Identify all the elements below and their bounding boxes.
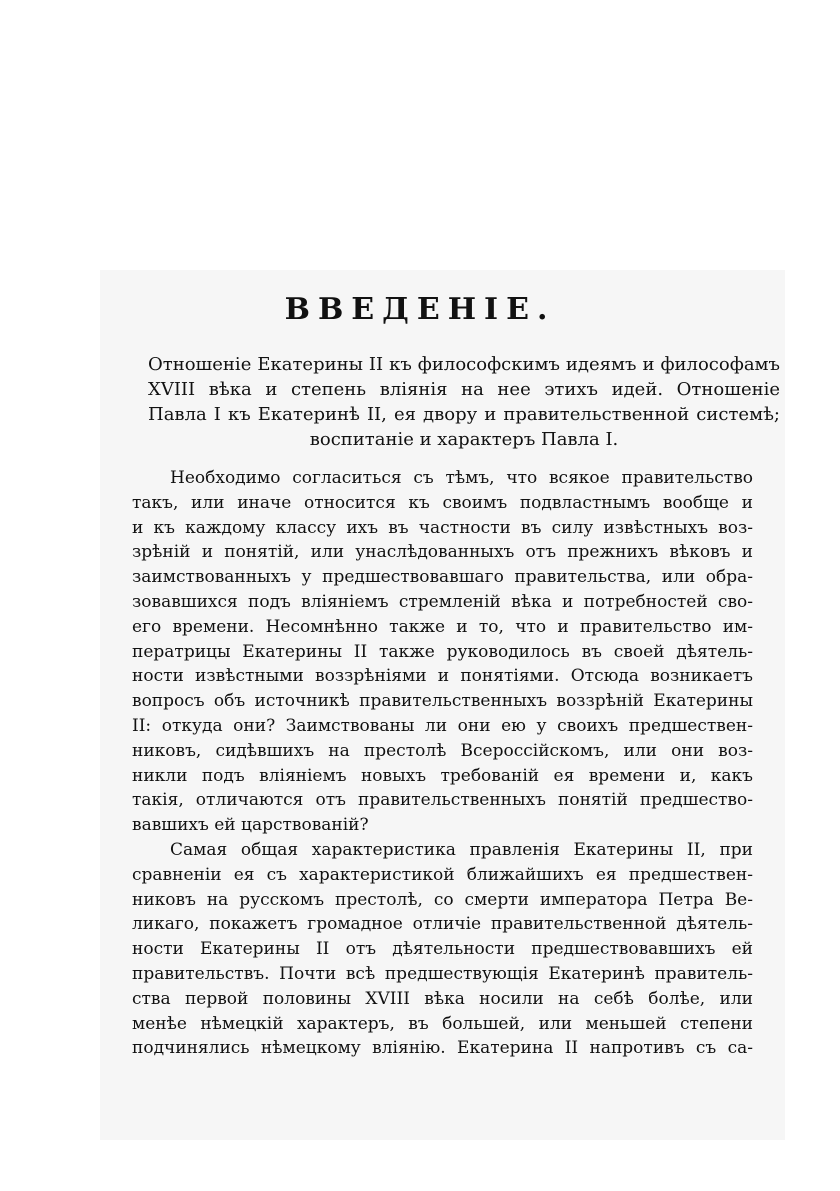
paragraph-line: вавшихъ ей царствованій? (132, 815, 369, 836)
paragraph-line: менѣе нѣмецкій характеръ, въ большей, или меньшей степени (132, 1013, 753, 1034)
paragraph-line: подчинялись нѣмецкому вліянію. Екатерина II напротивъ съ са- (132, 1038, 753, 1059)
paragraph-line: ства первой половины XVIII вѣка носили на себѣ болѣе, или (132, 988, 753, 1009)
paragraph-line: никли подъ вліяніемъ новыхъ требованій ея времени и, какъ (132, 765, 753, 786)
paragraph-line: II: откуда они? Заимствованы ли они ею у своихъ предшествен- (132, 715, 753, 736)
paragraph-line: заимствованныхъ у предшествовавшаго правительства, или обра- (132, 567, 753, 588)
paragraph-line: такія, отличаются отъ правительственныхъ понятій предшество- (132, 790, 753, 811)
paragraph-line: ликаго, покажетъ громадное отличіе правительственной дѣятель- (132, 914, 753, 935)
paragraph-line: Самая общая характеристика правленія Екатерины II, при (170, 839, 753, 860)
body-text (132, 466, 753, 1061)
paragraph-line: его времени. Несомнѣнно также и то, что и правительство им- (132, 616, 753, 637)
paragraph-line: Необходимо согласиться съ тѣмъ, что всякое правительство (170, 468, 753, 488)
paragraph-line: такъ, или иначе относится къ своимъ подвластнымъ вообще и (132, 492, 753, 513)
chapter-title: ВВЕДЕНІЕ. (284, 292, 556, 327)
paragraph-line: ператрицы Екатерины II также руководилось въ своей дѣятель- (132, 641, 753, 662)
paragraph-line: и къ каждому классу ихъ въ частности въ силу извѣстныхъ воз- (132, 517, 753, 538)
paragraph-line: никовъ, сидѣвшихъ на престолѣ Всероссійскомъ, или они воз- (132, 740, 753, 761)
summary-line: воспитаніе и характеръ Павла I. (309, 429, 619, 450)
summary-line: Отношеніе Екатерины II къ философскимъ идеямъ и философамъ (148, 354, 780, 375)
paragraph-line: сравненіи ея съ характеристикой ближайшихъ ея предшествен- (132, 864, 753, 885)
paragraph-line: никовъ на русскомъ престолѣ, со смерти императора Петра Ве- (132, 889, 753, 910)
paragraph-line: зовавшихся подъ вліяніемъ стремленій вѣка и потребностей сво- (132, 591, 753, 612)
paragraph-line: ности извѣстными воззрѣніями и понятіями. Отсюда возникаетъ (132, 666, 753, 687)
paragraph-line: правительствъ. Почти всѣ предшествующія Екатеринѣ правитель- (132, 963, 753, 984)
paragraph-line: зрѣній и понятій, или унаслѣдованныхъ отъ прежнихъ вѣковъ и (132, 542, 753, 563)
chapter-summary (148, 352, 780, 452)
summary-line: Павла I къ Екатеринѣ II, ея двору и правительственной системѣ; (148, 404, 780, 425)
summary-line: XVIII вѣка и степень вліянія на нее этихъ идей. Отношеніе (148, 379, 780, 400)
paragraph-line: вопросъ объ источникѣ правительственныхъ воззрѣній Екатерины (132, 691, 753, 712)
paragraph-line: ности Екатерины II отъ дѣятельности предшествовавшихъ ей (132, 939, 753, 960)
